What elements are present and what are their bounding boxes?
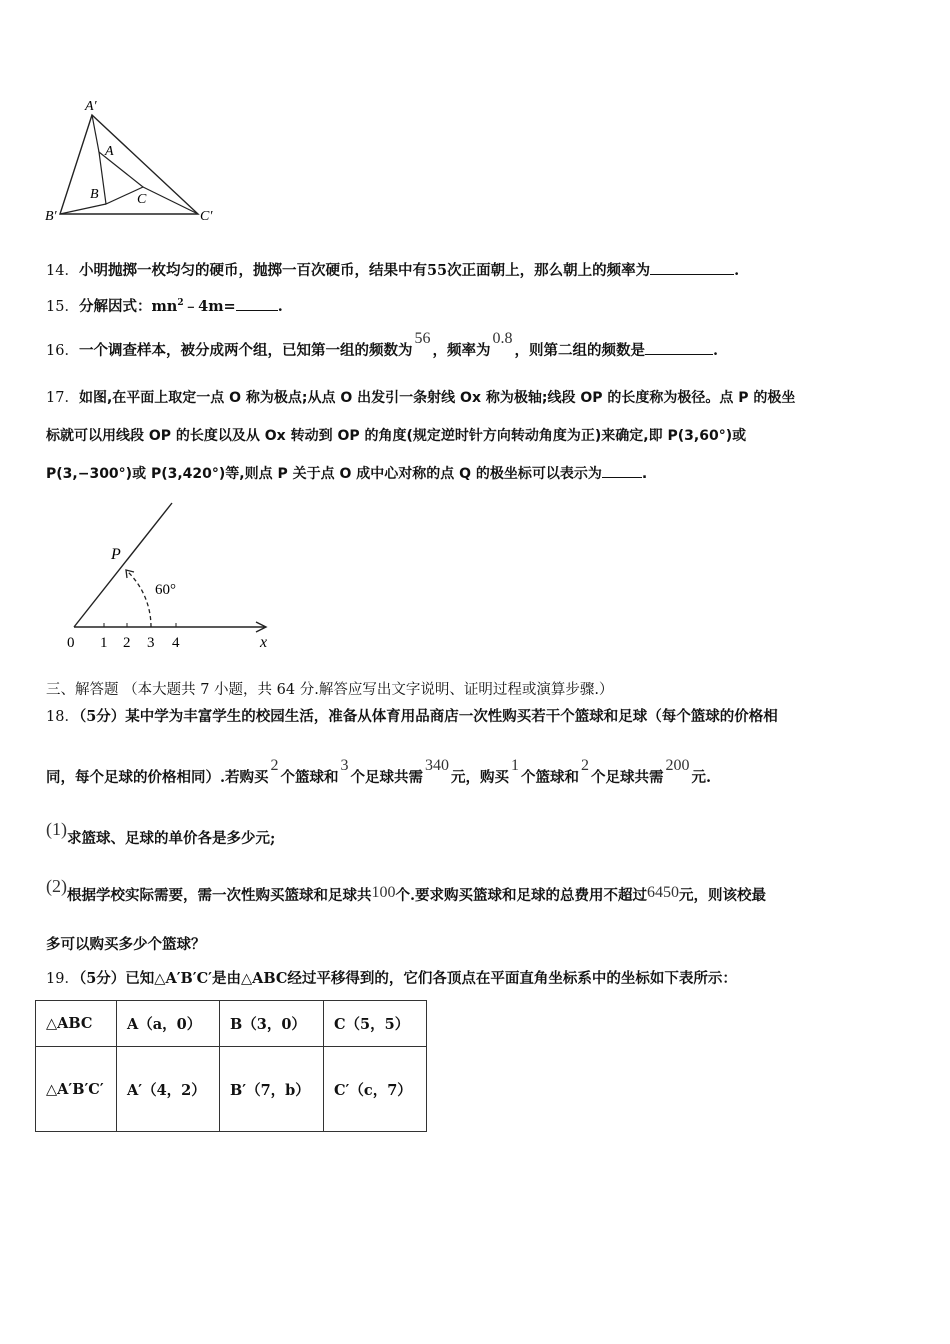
q18-l2-b: 个篮球和 bbox=[280, 769, 339, 786]
question-16 bbox=[46, 330, 719, 361]
q18-number: 18． bbox=[46, 709, 79, 725]
tick-label-0: 0 bbox=[67, 635, 75, 651]
q19-text: （5分）已知△A′B′C′是由△ABC经过平移得到的，它们各顶点在平面直角坐标系中的坐标如下表所示： bbox=[78, 970, 737, 987]
label-b-prime: B′ bbox=[45, 209, 57, 224]
table-cell: A（a，0） bbox=[117, 1001, 220, 1047]
q18-p1-mark: (1) bbox=[46, 819, 67, 839]
q18-p2-mark: (2) bbox=[46, 876, 67, 896]
table-cell: △A′B′C′ bbox=[36, 1047, 117, 1132]
q19-number: 19． bbox=[46, 971, 79, 987]
q16-value-1: 56 bbox=[414, 330, 431, 347]
q18-l2-a: 同，每个足球的价格相同）.若购买 bbox=[46, 769, 269, 786]
tick-label-4: 4 bbox=[172, 635, 180, 651]
ray-op bbox=[74, 503, 172, 627]
q14-text: 小明抛掷一枚均匀的硬币，抛掷一百次硬币，结果中有55次正面朝上，那么朝上的频率为 bbox=[78, 262, 651, 279]
q18-p2-a: 根据学校实际需要，需一次性购买篮球和足球共 bbox=[67, 887, 372, 904]
question-19 bbox=[46, 969, 737, 989]
q18-p2-b: 个.要求购买篮球和足球的总费用不超过 bbox=[395, 887, 648, 904]
question-18-part-2-line-2: 多可以购买多少个篮球？ bbox=[46, 936, 206, 953]
q16-tail: . bbox=[712, 342, 719, 359]
table-cell: B′（7，b） bbox=[220, 1047, 324, 1132]
q17-answer-blank[interactable] bbox=[602, 463, 642, 478]
tick-label-3: 3 bbox=[147, 635, 155, 651]
section-3-title: 三、解答题 （本大题共 7 小题，共 64 分.解答应写出文字说明、证明过程或演算步骤.） bbox=[46, 682, 614, 698]
table-cell: △ABC bbox=[36, 1001, 117, 1047]
triangle-outer bbox=[60, 115, 198, 214]
q17-number: 17． bbox=[46, 390, 79, 406]
segment-cc bbox=[143, 187, 198, 214]
q18-p2-n2: 6450 bbox=[647, 884, 680, 901]
q18-l2-f: 个足球共需 bbox=[591, 769, 664, 786]
q18-n5: 2 bbox=[581, 757, 590, 774]
table-cell: C′（c，7） bbox=[324, 1047, 427, 1132]
label-angle: 60° bbox=[155, 582, 176, 598]
q15-number: 15． bbox=[46, 299, 79, 315]
label-p: P bbox=[111, 546, 121, 563]
q18-p2-c: 元，则该校最 bbox=[679, 887, 767, 904]
q18-l2-g: 元. bbox=[691, 769, 712, 786]
triangle-figure bbox=[40, 92, 230, 232]
polar-figure bbox=[60, 498, 290, 658]
q17-tail: . bbox=[641, 466, 648, 482]
q15-tail: . bbox=[277, 298, 283, 315]
q18-n3: 340 bbox=[425, 757, 450, 774]
tick-label-2: 2 bbox=[123, 635, 131, 651]
q18-l2-d: 元，购买 bbox=[451, 769, 510, 786]
coordinates-table bbox=[35, 1000, 427, 1132]
q18-n1: 2 bbox=[270, 757, 279, 774]
q18-n2: 3 bbox=[340, 757, 349, 774]
label-a: A bbox=[105, 144, 114, 159]
q14-number: 14． bbox=[46, 263, 79, 279]
q16-text-c: ，则第二组的频数是 bbox=[514, 342, 645, 359]
q17-text-3: P(3,−300°)或 P(3,420°)等,则点 P 关于点 O 成中心对称的点 Q 的极坐标可以表示为 bbox=[46, 466, 602, 482]
q18-n4: 1 bbox=[511, 757, 520, 774]
q15-text-b: ﹣4m= bbox=[183, 298, 236, 315]
question-18-line-1 bbox=[46, 707, 778, 727]
table-row bbox=[36, 1047, 427, 1132]
question-18-part-1 bbox=[46, 819, 276, 849]
label-b: B bbox=[90, 187, 99, 202]
question-17-line-1 bbox=[46, 388, 795, 408]
q18-p1-text: 求篮球、足球的单价各是多少元; bbox=[67, 830, 276, 847]
q18-n6: 200 bbox=[665, 757, 690, 774]
tick-label-1: 1 bbox=[100, 635, 108, 651]
q16-text-b: ，频率为 bbox=[432, 342, 491, 359]
q18-text-1: （5分）某中学为丰富学生的校园生活，准备从体育用品商店一次性购买若干个篮球和足球（每个篮球的价格相 bbox=[78, 708, 778, 725]
q16-value-2: 0.8 bbox=[492, 330, 513, 347]
q16-answer-blank[interactable] bbox=[645, 340, 713, 355]
q14-tail: . bbox=[734, 262, 740, 279]
q14-answer-blank[interactable] bbox=[650, 260, 734, 275]
segment-bb bbox=[60, 204, 106, 214]
q18-l2-e: 个篮球和 bbox=[521, 769, 580, 786]
question-17-line-2: 标就可以用线段 OP 的长度以及从 Ox 转动到 OP 的角度(规定逆时针方向转动角度为正)来确定,即 P(3,60°)或 bbox=[46, 428, 747, 444]
label-c: C bbox=[137, 192, 147, 207]
q16-number: 16． bbox=[46, 343, 79, 359]
q15-text-a: 分解因式：mn bbox=[78, 298, 178, 315]
label-c-prime: C′ bbox=[200, 209, 213, 224]
q17-text-1: 如图,在平面上取定一点 O 称为极点;从点 O 出发引一条射线 Ox 称为极轴;线段 OP 的长度称为极径。点 P 的极坐 bbox=[78, 390, 796, 406]
table-cell: A′（4，2） bbox=[117, 1047, 220, 1132]
q15-sup: 2 bbox=[177, 298, 184, 308]
q18-l2-c: 个足球共需 bbox=[350, 769, 424, 786]
table-cell: B（3，0） bbox=[220, 1001, 324, 1047]
question-17-line-3 bbox=[46, 463, 647, 484]
angle-arc bbox=[127, 571, 151, 627]
question-14 bbox=[46, 260, 739, 281]
question-18-line-2 bbox=[46, 757, 712, 788]
q15-answer-blank[interactable] bbox=[236, 296, 278, 311]
label-x: x bbox=[260, 634, 268, 651]
q16-text-a: 一个调查样本，被分成两个组，已知第一组的频数为 bbox=[78, 342, 413, 359]
table-row bbox=[36, 1001, 427, 1047]
table-cell: C（5，5） bbox=[324, 1001, 427, 1047]
question-15 bbox=[46, 296, 283, 319]
q18-p2-n1: 100 bbox=[371, 884, 396, 901]
question-18-part-2 bbox=[46, 876, 767, 906]
label-a-prime: A′ bbox=[85, 99, 97, 114]
